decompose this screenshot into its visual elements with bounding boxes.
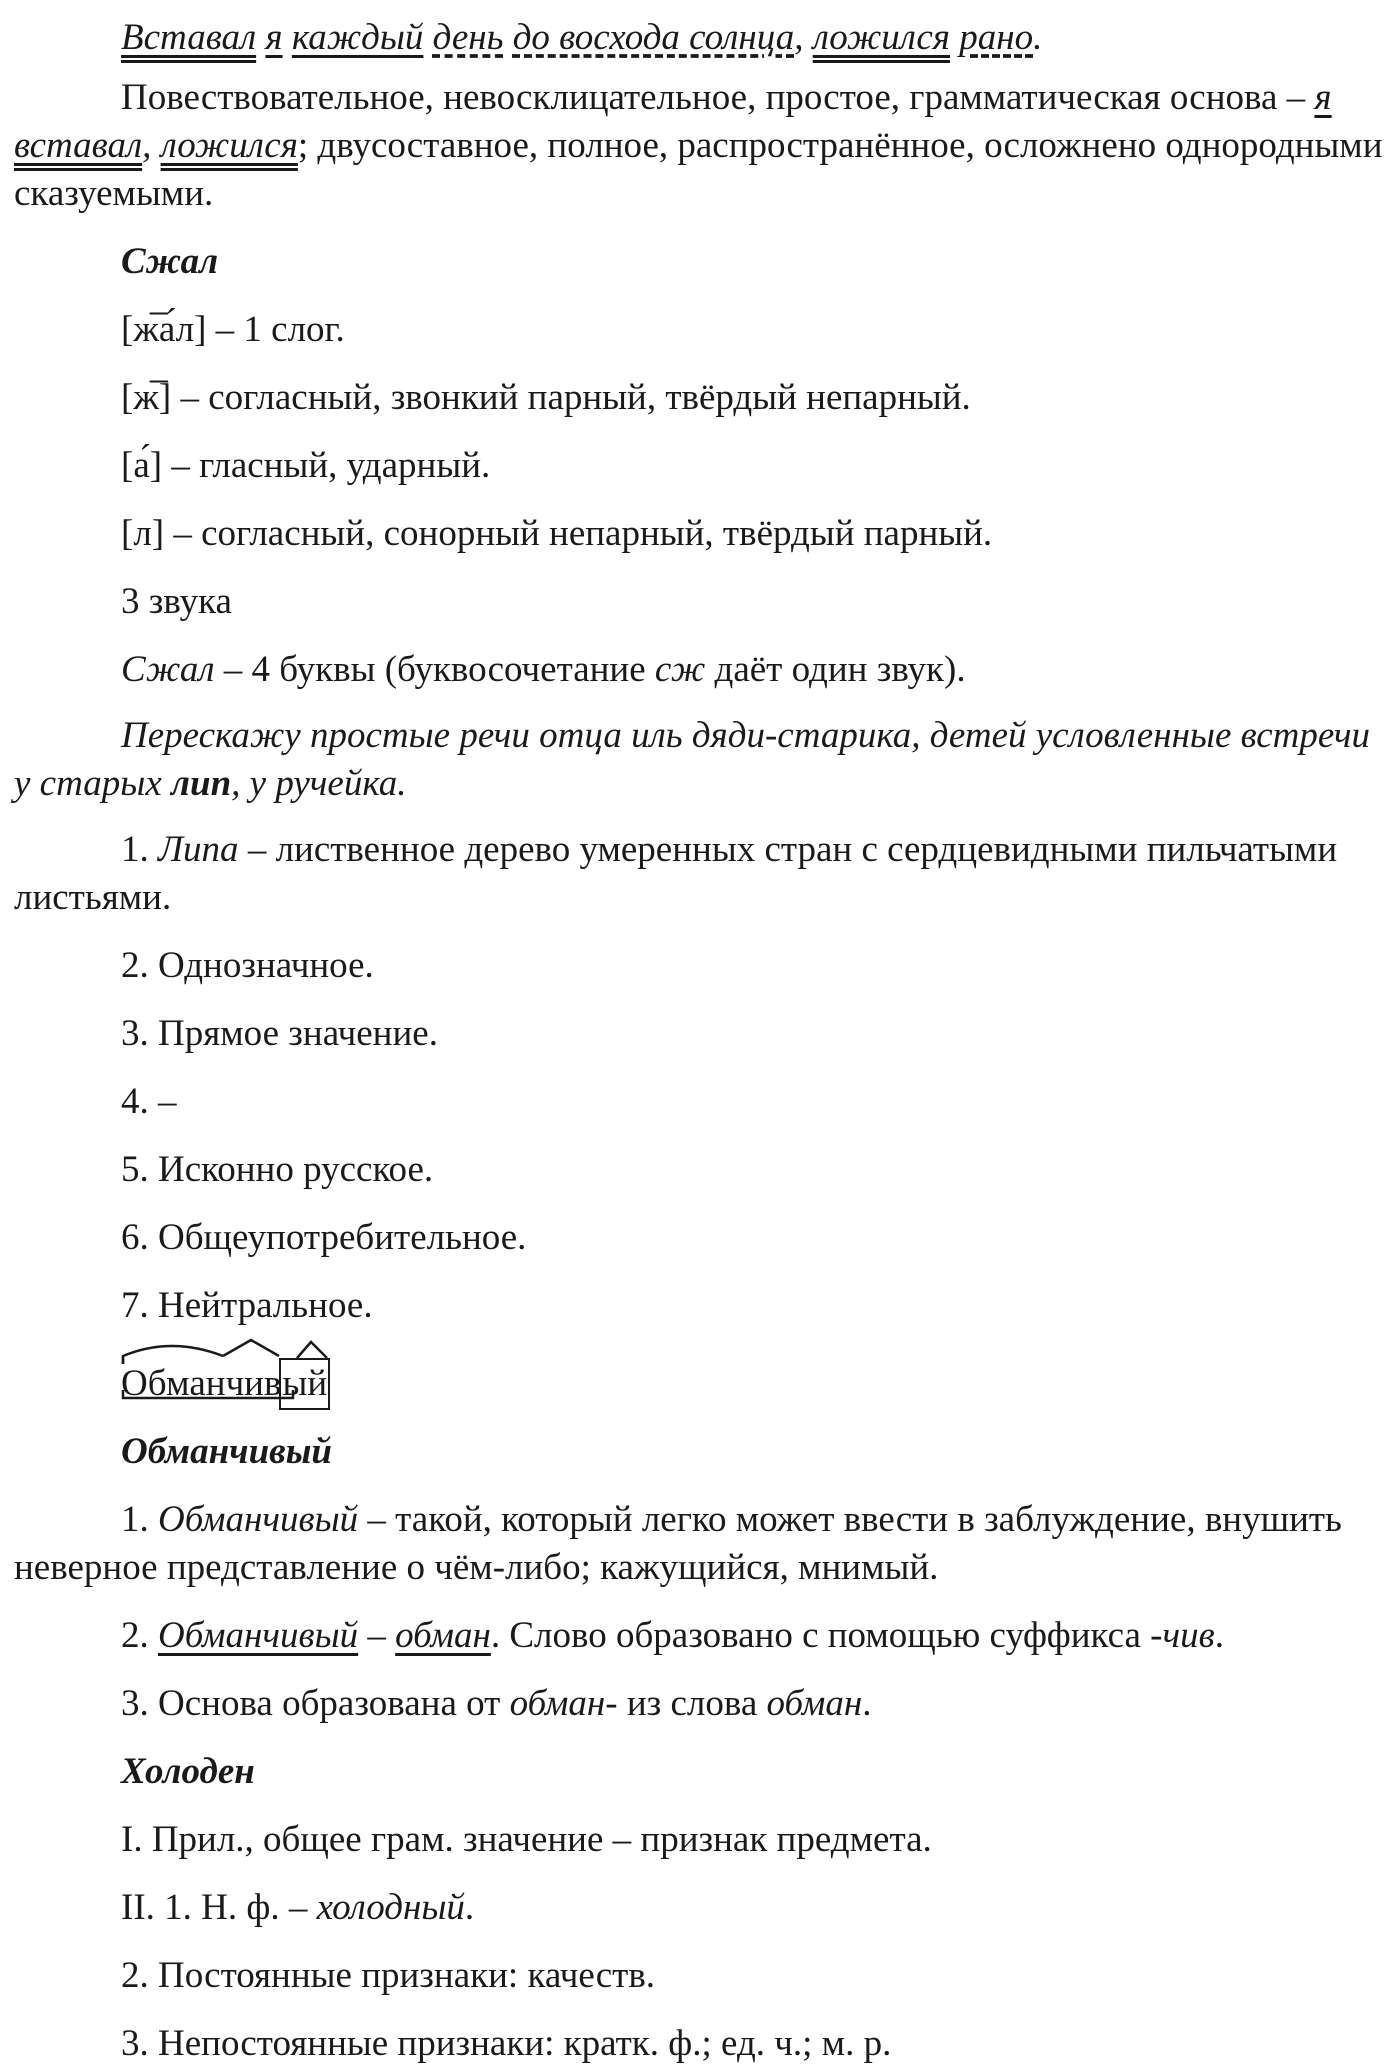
morph-line: I. Прил., общее грам. значение – признак предмета. [121,1819,932,1860]
morphemic-word [121,1360,328,1408]
morph-line: 3. Непостоянные признаки: кратк. ф.; ед. ч.; м. р. [121,2023,892,2064]
sentence-parsed: Вставал я каждый день до восхода солнца, ложился рано. [121,17,1043,58]
sound-count: 3 звука [121,581,232,622]
transcription: [ж̅а́л] – 1 слог. [121,309,345,350]
key-word: лип [171,763,232,804]
morphological-heading: Холоден [121,1751,255,1792]
list-item: 2. Однозначное. [121,945,374,986]
predicate-word-2: ложился [812,17,950,58]
derived-word: Обманчивый [158,1615,359,1656]
list-item: 6. Общеупотребительное. [121,1217,527,1258]
word-definition: 1. Обманчивый – такой, который легко может ввести в заблуждение, внушить неверное представление о чём-либо; кажущийся, мнимый. [14,1499,1342,1588]
list-item: 3. Прямое значение. [121,1013,438,1054]
quote: Перескажу простые речи отца иль дяди-старика, детей условленные встречи у старых лип, у ручейка. [14,715,1370,804]
subject-word: я [265,17,283,58]
phonetic-heading: Сжал [121,241,219,282]
subject: я [1314,77,1332,118]
source-word: обман [395,1615,491,1656]
list-item: 4. – [121,1081,177,1122]
adverbial-word-2: рано [959,17,1034,58]
adverbial-phrase: до восхода солнца [512,17,795,58]
stem: Обманчив [121,1363,282,1404]
sentence-analysis: Повествовательное, невосклицательное, простое, грамматическая основа – я вставал, ложился; двусоставное, полное, распространённое, осложнено однородными сказуемыми. [14,77,1383,214]
adverbial-word: день [432,17,504,58]
sound-line: [ж̅] – согласный, звонкий парный, твёрдый непарный. [121,377,971,418]
morphemic-parse [14,1360,1386,1408]
morph-line: II. 1. Н. ф. – холодный. [121,1887,475,1928]
document-page [14,14,1386,2068]
morph-line: 2. Постоянные признаки: качеств. [121,1955,656,1996]
sound-line: [л] – согласный, сонорный непарный, твёрдый парный. [121,513,993,554]
letter-count: Сжал – 4 буквы (буквосочетание сж даёт один звук). [121,649,966,690]
word-formation-heading: Обманчивый [121,1431,332,1472]
lexical-definition: 1. Липа – лиственное дерево умеренных стран с сердцевидными пильчатыми листьями. [14,829,1338,918]
predicate-word: Вставал [121,17,257,58]
list-item: 7. Нейтральное. [121,1285,373,1326]
derivation-base: 3. Основа образована от обман- из слова обман. [121,1683,872,1724]
ending: ый [281,1360,328,1408]
list-item: 5. Исконно русское. [121,1149,434,1190]
predicate-1: вставал [14,125,143,166]
attribute-word: каждый [291,17,424,58]
sound-line: [а́] – гласный, ударный. [121,445,491,486]
suffix: чив [1162,1615,1215,1656]
derivation-line: 2. Обманчивый – обман. Слово образовано с помощью суффикса -чив. [121,1615,1224,1656]
predicate-2: ложился [160,125,298,166]
